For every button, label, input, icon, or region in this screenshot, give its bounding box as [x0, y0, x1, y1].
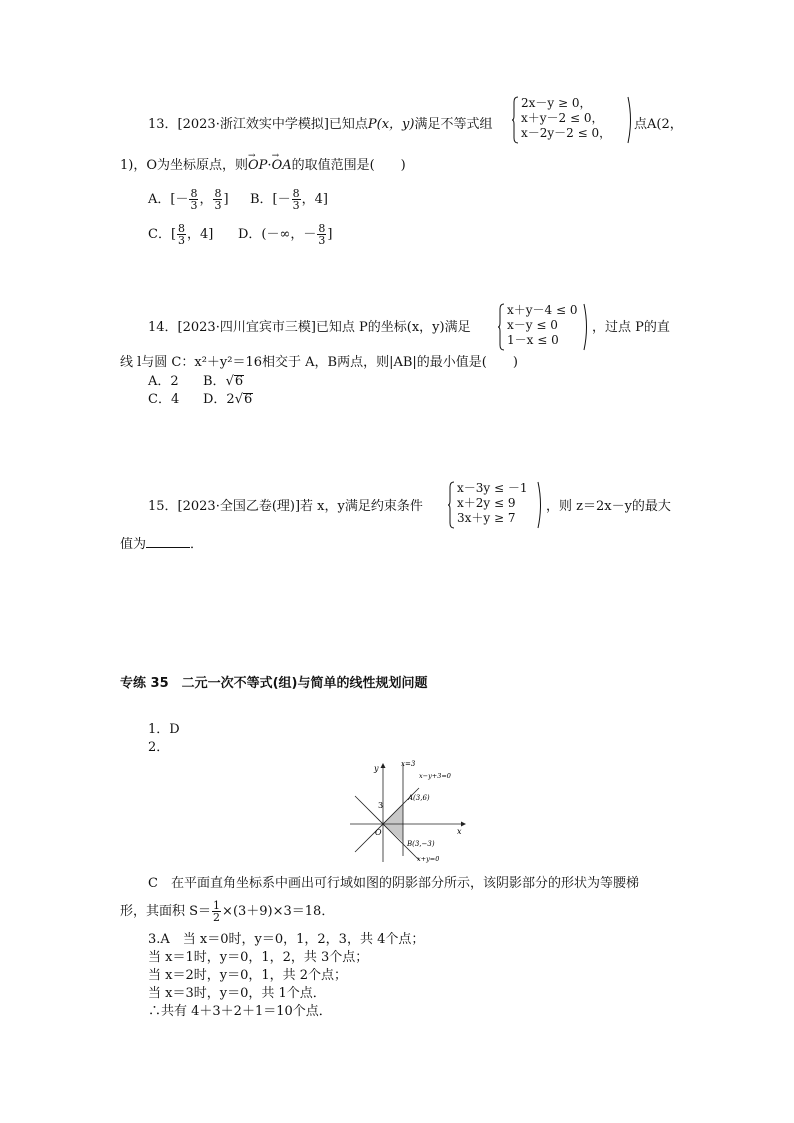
fraction	[292, 188, 301, 211]
q13-sys-line-3: x－2y－2 ≤ 0，	[521, 126, 612, 140]
frac-num: 8	[190, 187, 198, 200]
line2-label: x+y=0	[417, 855, 440, 863]
q13-sys-line-2: x＋y－2 ≤ 0，	[521, 111, 604, 125]
q15-after: ，则 z＝2x－y的最大	[546, 499, 671, 514]
shaded-feasible-region	[383, 804, 403, 842]
q13-optA-mid: ，	[199, 192, 213, 207]
frac-den: 2	[213, 911, 221, 924]
y-axis-label: y	[374, 764, 379, 773]
a2-text2-post: ×(3＋9)×3＝18．	[222, 904, 335, 919]
a2-text2-pre: 形，其面积 S＝	[120, 904, 212, 919]
frac-num: 1	[213, 899, 221, 912]
q15-inequality-system	[448, 481, 544, 529]
frac-num: 8	[318, 222, 326, 235]
frac-num: 8	[178, 222, 186, 235]
right-paren-icon	[583, 303, 590, 351]
q13-optB-post: ，4]	[301, 192, 328, 207]
vector-oa: → OA	[272, 158, 292, 174]
q13-point: P(x，y)	[367, 117, 415, 132]
q14-line1: 14．[2023·四川宜宾市三模]已知点 P的坐标(x，y)满足	[148, 320, 471, 335]
origin-label: O	[375, 828, 382, 837]
q14-inequality-system	[498, 303, 590, 351]
left-brace-icon	[498, 303, 505, 351]
q13-optA-pre: A．[－	[148, 192, 189, 207]
line-x3-label: x=3	[401, 760, 416, 768]
q13-after: 点A(2，	[634, 117, 683, 132]
q13-sys-line-1: 2x－y ≥ 0，	[521, 96, 592, 110]
point-b-label: B(3,−3)	[407, 840, 435, 848]
q13-optD-pre: D．(－∞，－	[238, 227, 317, 242]
q13-optB-pre: B．[－	[250, 192, 291, 207]
q13-mid: 满足不等式组	[414, 117, 493, 132]
frac-num: 8	[292, 187, 300, 200]
q14-optB-radicand: 6	[234, 374, 244, 389]
x-axis-label: x	[457, 827, 462, 836]
fraction	[213, 188, 222, 211]
answer-3-line-5: ∴共有 4＋3＋2＋1＝10个点．	[148, 1004, 332, 1019]
q14-sys-line-2: x－y ≤ 0	[507, 318, 558, 332]
q15-line2-end: ．	[190, 537, 204, 552]
feasible-region-figure	[345, 758, 470, 866]
q13-line2b: 的取值范围是( )	[291, 158, 406, 173]
fraction	[212, 900, 221, 923]
q15-line2-text: 值为	[120, 537, 147, 552]
q13-optA-post: ]	[223, 192, 229, 207]
q13-optD-post: ]	[327, 227, 333, 242]
answer-2-label: 2．	[148, 740, 170, 755]
q13-optC-pre: C．[	[148, 227, 177, 242]
q14-sys-line-3: 1－x ≤ 0	[507, 333, 559, 347]
q14-sys-line-1: x＋y－4 ≤ 0	[507, 303, 578, 317]
frac-num: 8	[214, 187, 222, 200]
q13-optC-post: ，4]	[187, 227, 214, 242]
answer-3-line-1: 3.A 当 x＝0时，y＝0，1，2，3，共 4个点；	[148, 932, 425, 947]
line1-label: x−y+3=0	[419, 772, 451, 780]
q14-optD-pre: D．2	[203, 392, 235, 407]
q13-option-d	[238, 223, 332, 246]
q13-option-c	[148, 223, 213, 246]
frac-den: 3	[178, 234, 186, 247]
left-brace-icon	[512, 96, 519, 144]
answer-3-line-2: 当 x＝1时，y＝0，1，2，共 3个点；	[148, 950, 369, 965]
q13-inequality-system	[512, 96, 634, 144]
q13-line2	[120, 158, 406, 174]
vector-op: → OP	[248, 158, 267, 174]
answer-2-text-line2	[120, 900, 334, 924]
q14-line2: 线 l与圆 C：x²＋y²＝16相交于 A，B两点，则|AB|的最小值是( )	[120, 355, 518, 370]
q14-option-a: A．2	[148, 374, 179, 389]
q15-sys-line-1: x－3y ≤ －1	[457, 481, 528, 495]
section-heading: 专练 35 二元一次不等式(组)与简单的线性规划问题	[120, 676, 428, 691]
frac-den: 3	[292, 199, 300, 212]
answer-3-line-4: 当 x＝3时，y＝0，共 1个点．	[148, 986, 326, 1001]
x-axis-arrow-icon	[461, 822, 466, 827]
frac-den: 3	[190, 199, 198, 212]
q14-option-d	[203, 392, 253, 408]
q15-sys-line-2: x＋2y ≤ 9	[457, 496, 516, 510]
radical-icon: √	[225, 374, 234, 389]
q15-sys-line-3: 3x＋y ≥ 7	[457, 511, 516, 525]
frac-den: 3	[214, 199, 222, 212]
q15-line1: 15．[2023·全国乙卷(理)]若 x，y满足约束条件	[148, 499, 423, 514]
answer-1: 1．D	[148, 722, 180, 737]
right-paren-icon	[537, 481, 544, 529]
tick-3-label: 3	[378, 801, 384, 810]
radical-icon: √	[234, 392, 243, 407]
q13-line2a: 1)，O为坐标原点，则	[120, 158, 249, 173]
answer-2-text-line1: C 在平面直角坐标系中画出可行域如图的阴影部分所示，该阴影部分的形状为等腰梯	[148, 876, 639, 891]
q14-option-c: C．4	[148, 392, 180, 407]
right-paren-icon	[627, 96, 634, 144]
answer-blank[interactable]	[146, 535, 190, 548]
left-brace-icon	[448, 481, 455, 529]
frac-den: 3	[318, 234, 326, 247]
y-axis-arrow-icon	[381, 763, 386, 768]
q13-option-b	[250, 188, 328, 211]
fraction	[177, 223, 186, 246]
point-a-label: A(3,6)	[408, 794, 430, 802]
fraction	[317, 223, 326, 246]
line-x-plus-y	[355, 796, 419, 860]
q14-optB-pre: B．	[203, 374, 226, 389]
fraction	[189, 188, 198, 211]
q13-dot: ·	[267, 158, 272, 173]
q13-prefix: 13．[2023·浙江效实中学模拟]已知点	[148, 117, 368, 132]
q15-line2	[120, 535, 203, 553]
q13-option-a	[148, 188, 229, 211]
q13-line1	[148, 117, 493, 133]
q14-after: ，过点 P的直	[592, 320, 670, 335]
q14-option-b	[203, 374, 244, 390]
answer-3-line-3: 当 x＝2时，y＝0，1，共 2个点；	[148, 968, 348, 983]
q14-optD-radicand: 6	[244, 392, 253, 407]
